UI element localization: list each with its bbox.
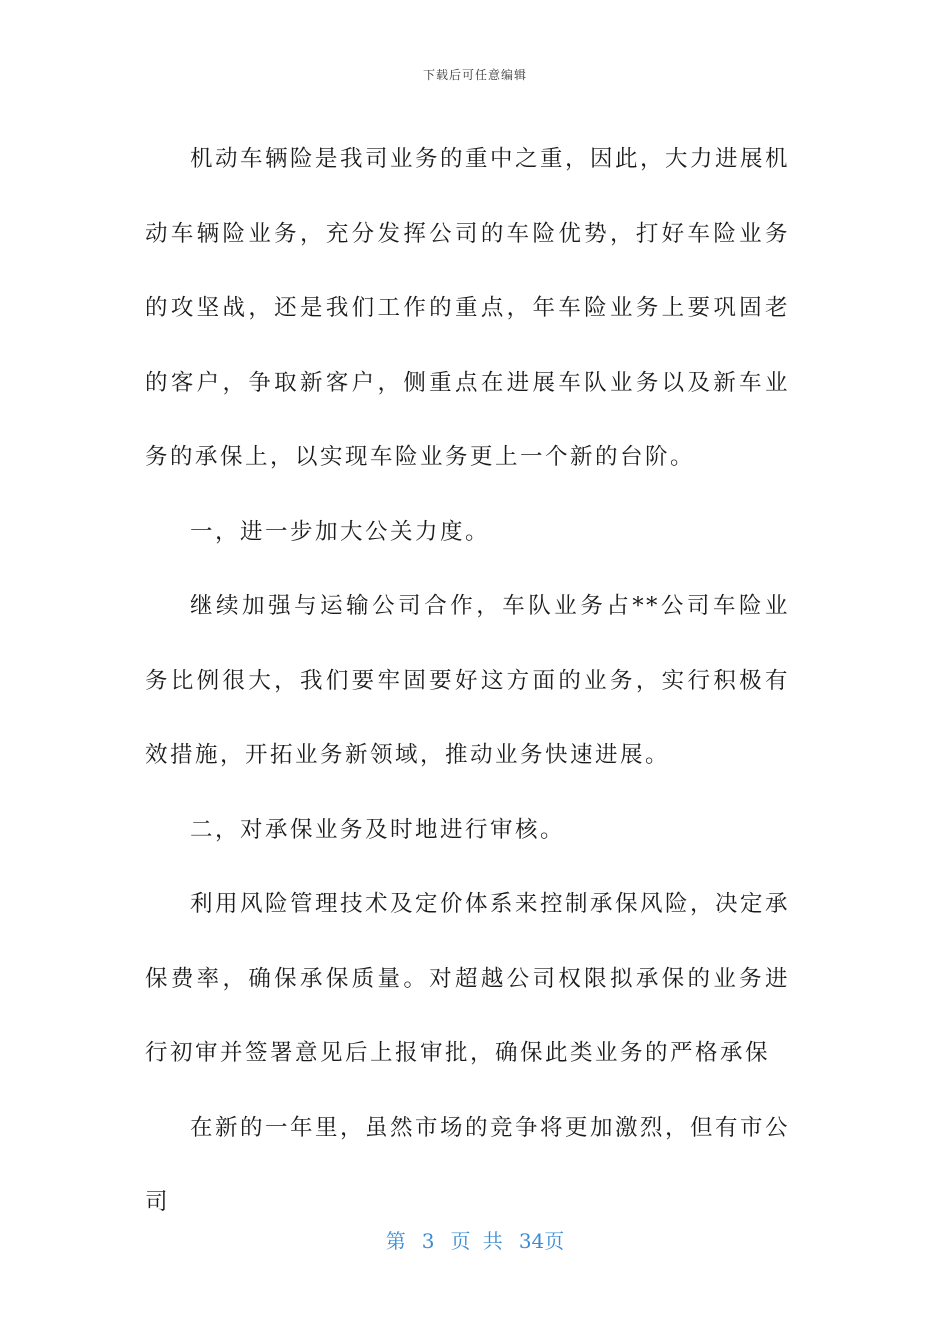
paragraph-cooperation: 继续加强与运输公司合作，车队业务占**公司车险业务比例很大，我们要牢固要好这方面的业务，实行积极有效措施，开拓业务新领域，推动业务快速进展。 xyxy=(145,593,790,768)
page-header-note: 下载后可任意编辑 xyxy=(422,68,527,82)
footer-prefix: 第 xyxy=(385,1229,406,1253)
page-footer xyxy=(0,1225,950,1254)
footer-middle: 页 共 xyxy=(450,1229,503,1253)
paragraph-heading-two: 二，对承保业务及时地进行审核。 xyxy=(190,816,566,843)
document-body xyxy=(145,122,790,1240)
footer-current-page: 3 xyxy=(421,1229,435,1253)
paragraph-risk-control: 利用风险管理技术及定价体系来控制承保风险，决定承保费率，确保承保质量。对超越公司权限拟承保的业务进行初审并签署意见后上报审批，确保此类业务的严格承保 xyxy=(145,891,791,1066)
paragraph-intro: 机动车辆险是我司业务的重中之重，因此，大力进展机动车辆险业务，充分发挥公司的车险优势，打好车险业务的攻坚战，还是我们工作的重点，年车险业务上要巩固老的客户，争取新客户，侧重点在进展车队业务以及新车业务的承保上，以实现车险业务更上一个新的台阶。 xyxy=(145,146,791,470)
paragraph-heading-one: 一，进一步加大公关力度。 xyxy=(190,518,491,545)
paragraph-new-year: 在新的一年里，虽然市场的竞争将更加激烈，但有市公司 xyxy=(145,1114,791,1215)
footer-total-pages: 34页 xyxy=(518,1229,565,1253)
